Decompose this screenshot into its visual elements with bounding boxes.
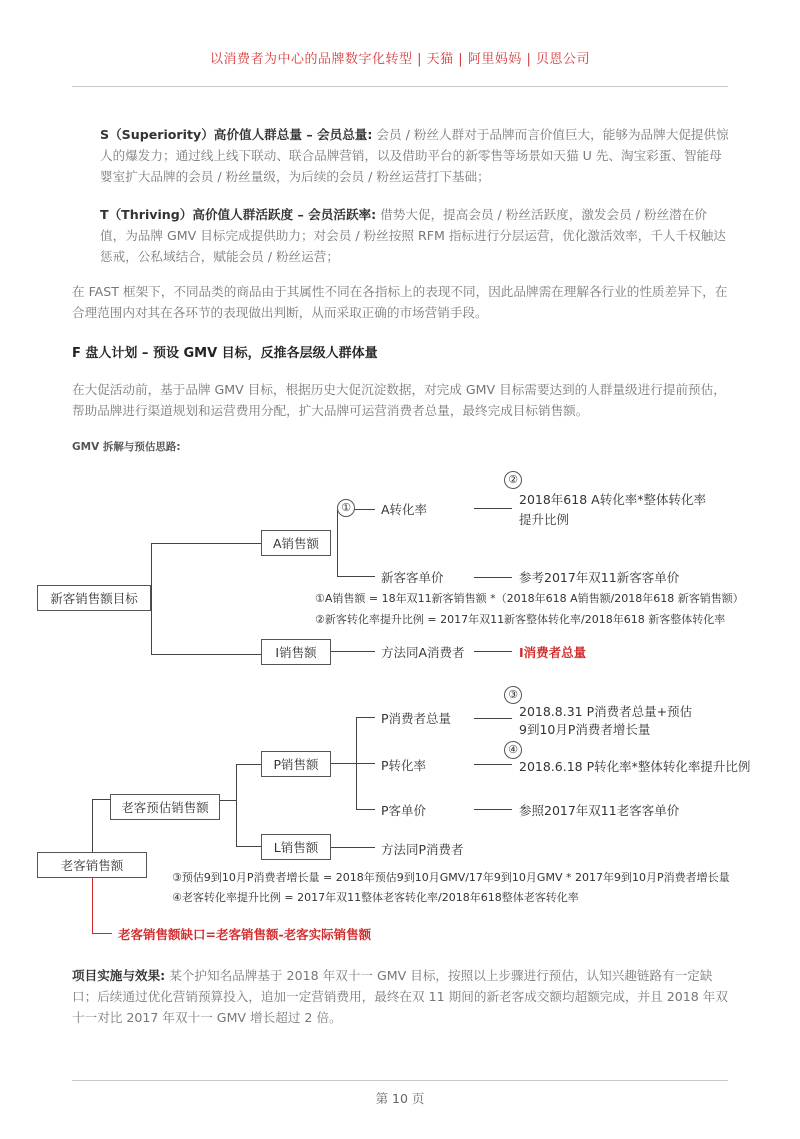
connector <box>151 543 261 544</box>
result-lead: 项目实施与效果: <box>72 968 166 983</box>
old-sales-box: 老客销售额 <box>37 852 147 878</box>
a-sales-box: A销售额 <box>261 530 331 556</box>
old-forecast-box: 老客预估销售额 <box>110 794 220 820</box>
connector <box>356 809 375 810</box>
connector <box>151 654 261 655</box>
connector <box>236 846 261 847</box>
connector <box>92 799 93 852</box>
connector <box>474 718 512 719</box>
paragraph-s <box>100 124 732 187</box>
formula-2: ②新客转化率提升比例 = 2017年双11新客整体转化率/2018年618 新客整体转化率 <box>315 613 726 626</box>
p-conversion: P转化率 <box>381 758 427 773</box>
section-heading-f: F 盘人计划 – 预设 GMV 目标，反推各层级人群体量 <box>72 346 378 361</box>
circle-4: ④ <box>504 741 522 759</box>
formula-3: ③预估9到10月P消费者增长量 = 2018年预估9到10月GMV/17年9到10月GMV * 2017年9到10月P消费者增长量 <box>172 871 730 884</box>
connector <box>236 764 237 846</box>
circle-2: ② <box>504 471 522 489</box>
connector <box>236 764 261 765</box>
l-sales-box: L销售额 <box>261 834 331 860</box>
connector <box>474 809 512 810</box>
connector <box>330 763 357 764</box>
connector <box>151 543 152 654</box>
connector <box>92 799 110 800</box>
p-price: P客单价 <box>381 803 427 818</box>
paragraph-t <box>100 204 732 267</box>
i-total: I消费者总量 <box>519 645 587 660</box>
connector <box>474 577 512 578</box>
page-header-title: 以消费者为中心的品牌数字化转型 | 天猫 | 阿里妈妈 | 贝恩公司 <box>210 52 590 67</box>
p-total-desc-1: 2018.8.31 P消费者总量+预估 <box>519 704 693 719</box>
connector <box>220 800 237 801</box>
formula-1: ①A销售额 = 18年双11新客销售额 *（2018年618 A销售额/2018年618 新客销售额） <box>315 592 744 605</box>
connector <box>474 764 512 765</box>
header-divider <box>72 86 728 87</box>
p-total-desc-2: 9到10月P消费者增长量 <box>519 722 651 737</box>
t-body: 借势大促，提高会员 / 粉丝活跃度，激发会员 / 粉丝潜在价值，为品牌 GMV 目标完成提供助力；对会员 / 粉丝按照 RFM 指标进行分层运营，优化激活效率，千人千权触达惩戒，公私域结合，赋能会员 / 粉丝运营； <box>100 207 726 264</box>
circle-3: ③ <box>504 686 522 704</box>
paragraph-fast: 在 FAST 框架下，不同品类的商品由于其属性不同在各指标上的表现不同，因此品牌需在理解各行业的性质差异下，在合理范围内对其在各环节的表现做出判断，从而采取正确的市场营销手段。 <box>72 284 728 320</box>
paragraph-result <box>72 965 732 1028</box>
s-body: 会员 / 粉丝人群对于品牌而言价值巨大，能够为品牌大促提供惊人的爆发力；通过线上线下联动、联合品牌营销，以及借助平台的新零售等场景如天猫 U 先、淘宝彩蛋、智能母婴室扩大品牌的会员 / 粉丝量级，为后续的会员 / 粉丝运营打下基础； <box>100 127 729 184</box>
l-method: 方法同P消费者 <box>381 842 464 857</box>
a-conv-desc-1: 2018年618 A转化率*整体转化率 <box>519 492 706 507</box>
connector <box>474 651 512 652</box>
circle-1: ① <box>337 499 355 517</box>
gap-connector <box>92 933 112 934</box>
t-lead: T（Thriving）高价值人群活跃度 – 会员活跃率: <box>100 207 377 222</box>
formula-4: ④老客转化率提升比例 = 2017年双11整体老客转化率/2018年618整体老客转化率 <box>172 891 579 904</box>
old-gap: 老客销售额缺口=老客销售额-老客实际销售额 <box>118 927 372 942</box>
p-sales-box: P销售额 <box>261 751 331 777</box>
p-total: P消费者总量 <box>381 711 452 726</box>
new-target-box: 新客销售额目标 <box>37 585 151 611</box>
i-method: 方法同A消费者 <box>381 645 465 660</box>
page-number: 第 10 页 <box>375 1091 425 1106</box>
p-price-desc: 参照2017年双11老客客单价 <box>519 803 680 818</box>
new-customer-price: 新客客单价 <box>381 570 444 585</box>
connector <box>356 717 375 718</box>
connector <box>474 508 512 509</box>
gmv-heading: GMV 拆解与预估思路: <box>72 441 181 453</box>
result-body: 某个护知名品牌基于 2018 年双十一 GMV 目标，按照以上步骤进行预估，认知兴趣链路有一定缺口；后续通过优化营销预算投入，追加一定营销费用，最终在双 11 期间的新老客成交额均超额完成，并且 2018 年双十一对比 2017 年双十一 GMV 增长超过 2 倍。 <box>72 968 728 1025</box>
a-conv-desc-2: 提升比例 <box>519 512 570 527</box>
new-price-desc: 参考2017年双11新客客单价 <box>519 570 680 585</box>
s-lead: S（Superiority）高价值人群总量 – 会员总量: <box>100 127 373 142</box>
connector <box>337 576 375 577</box>
footer-divider <box>72 1080 728 1081</box>
connector <box>337 509 338 576</box>
paragraph-f-body: 在大促活动前，基于品牌 GMV 目标，根据历史大促沉淀数据，对完成 GMV 目标需要达到的人群量级进行提前预估，帮助品牌进行渠道规划和运营费用分配，扩大品牌可运营消费者总量，最终完成目标销售额。 <box>72 382 726 418</box>
p-conv-desc: 2018.6.18 P转化率*整体转化率提升比例 <box>519 759 751 774</box>
connector <box>356 763 375 764</box>
a-conversion: A转化率 <box>381 502 428 517</box>
i-sales-box: I销售额 <box>261 639 331 665</box>
